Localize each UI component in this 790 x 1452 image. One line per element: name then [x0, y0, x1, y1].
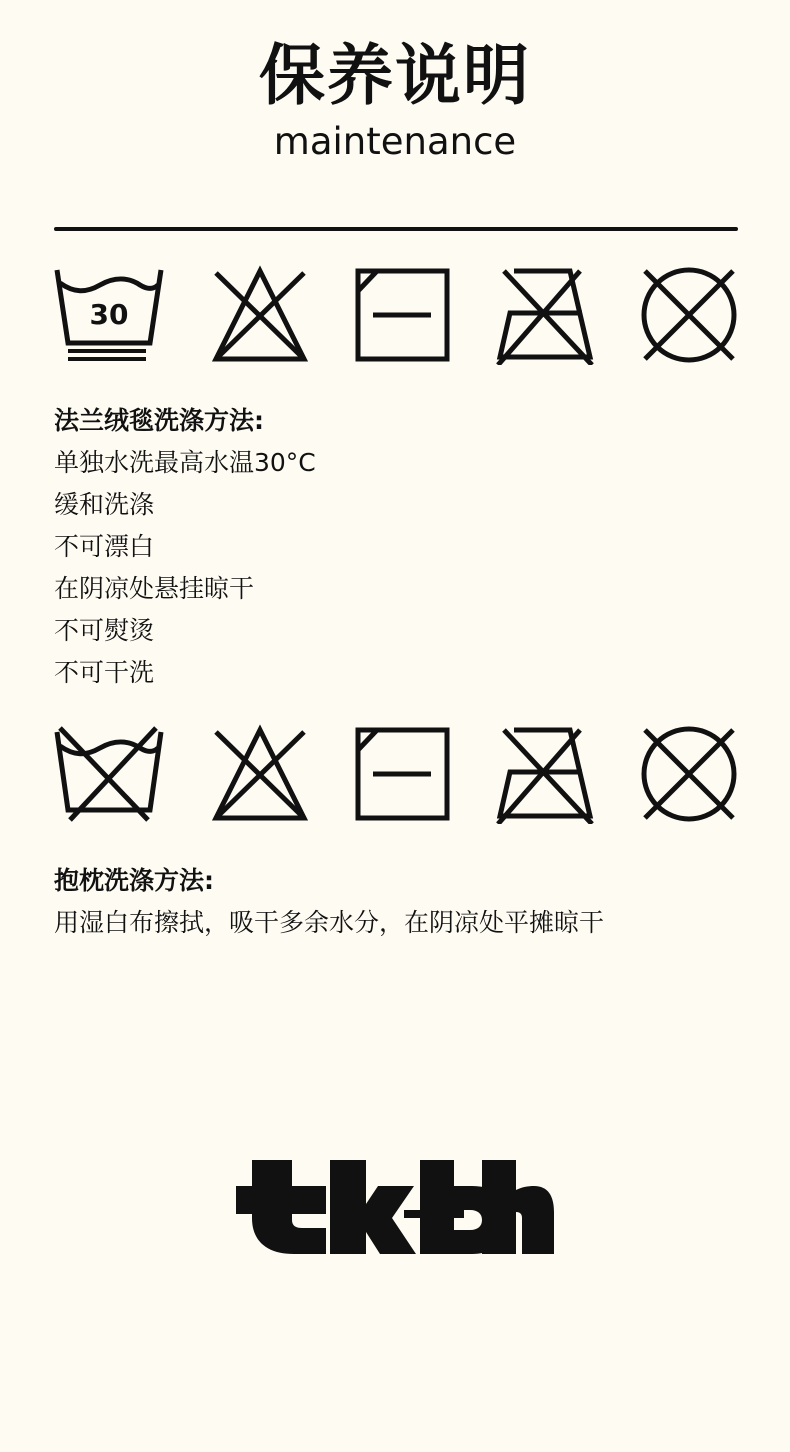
- dry-flat-shade-icon: [355, 724, 450, 824]
- no-iron-icon: [496, 724, 596, 824]
- wash-temperature-label: 30: [89, 298, 129, 331]
- no-bleach-icon: [212, 724, 308, 824]
- flannel-care-line: 在阴凉处悬挂晾干: [54, 574, 255, 603]
- page-subtitle: maintenance: [273, 120, 517, 163]
- flannel-care-line: 单独水洗最高水温30°C: [54, 448, 316, 477]
- pillow-care-heading: 抱枕洗涤方法:: [54, 866, 214, 895]
- flannel-care-line: 不可干洗: [54, 658, 155, 687]
- no-wash-icon: [54, 724, 164, 824]
- flannel-care-line: 不可熨烫: [54, 616, 155, 645]
- divider: [54, 227, 738, 231]
- pillow-care-text: [54, 860, 604, 944]
- dry-flat-shade-icon: [355, 265, 450, 365]
- flannel-care-heading: 法兰绒毯洗涤方法:: [54, 406, 264, 435]
- tkbh-logo-icon: [234, 1158, 556, 1256]
- no-dry-clean-icon: [639, 265, 739, 365]
- no-dry-clean-icon: [639, 724, 739, 824]
- flannel-care-line: 不可漂白: [54, 532, 155, 561]
- flannel-care-symbols: [0, 265, 790, 365]
- wash-30-gentle-icon: [54, 265, 164, 365]
- no-iron-icon: [496, 265, 596, 365]
- flannel-care-text: [54, 400, 316, 694]
- flannel-care-line: 缓和洗涤: [54, 490, 155, 519]
- pillow-care-line: 用湿白布擦拭，吸干多余水分，在阴凉处平摊晾干: [54, 908, 605, 937]
- pillow-care-symbols: [0, 724, 790, 824]
- page-title: 保养说明: [259, 37, 531, 114]
- no-bleach-icon: [212, 265, 308, 365]
